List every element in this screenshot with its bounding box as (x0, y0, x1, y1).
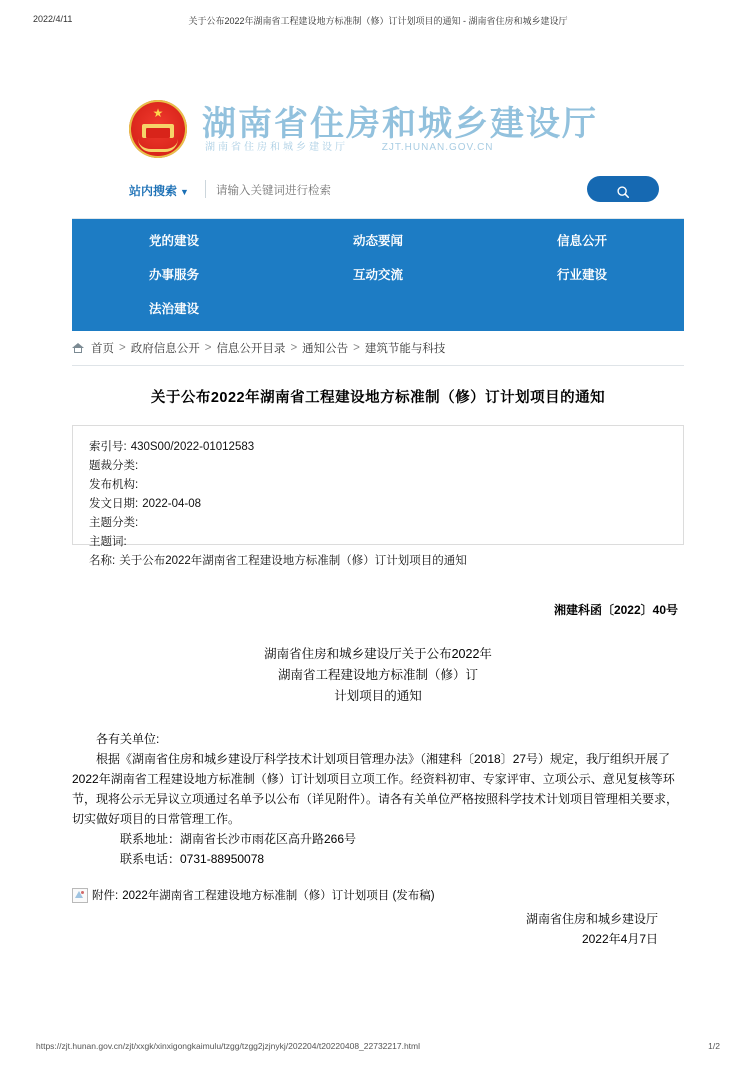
meta-row (89, 552, 667, 571)
breadcrumb-separator: > (204, 342, 212, 354)
meta-label-publisher: 发布机构: (89, 479, 139, 491)
nav-item-information-disclosure[interactable]: 信息公开 (556, 234, 607, 248)
meta-row (89, 476, 667, 495)
meta-label-date: 发文日期: (89, 498, 139, 510)
document-metadata-box (72, 425, 684, 567)
nav-item-empty-1 (276, 291, 480, 325)
nav-item-industry[interactable]: 行业建设 (556, 268, 607, 282)
contact-address: 联系地址：湖南省长沙市雨花区高升路266号 (120, 832, 357, 846)
emblem-star: ★ (152, 106, 164, 120)
meta-label-subject: 主题分类: (89, 517, 139, 529)
search-button[interactable] (587, 176, 659, 202)
nav-row (72, 291, 684, 325)
document-body (72, 729, 684, 869)
breadcrumb-item-energy-tech[interactable]: 建筑节能与科技 (364, 343, 446, 355)
nav-item-party-building[interactable]: 党的建设 (148, 234, 199, 248)
meta-row (89, 514, 667, 533)
document-heading-line-1: 湖南省住房和城乡建设厅关于公布2022年 (264, 647, 492, 661)
broken-image-icon (72, 888, 88, 903)
document-heading-line-2: 湖南省工程建设地方标准制（修）订 (277, 668, 478, 682)
nav-row (72, 223, 684, 257)
print-header (0, 14, 756, 30)
print-document-title: 关于公布2022年湖南省工程建设地方标准制（修）订计划项目的通知 - 湖南省住房和城乡建设厅 (188, 16, 568, 26)
meta-row (89, 533, 667, 552)
document-paragraph: 根据《湖南省住房和城乡建设厅科学技术计划项目管理办法》（湘建科〔2018〕27号）规定，我厅组织开展了2022年湖南省工程建设地方标准制（修）订计划项目立项工作。经资料初审、专家评审、立项公示、意见复核等环节，现将公示无异议立项通过名单予以公布（详见附件）。请各有关单位严格按照科学技术计划项目管理相关要求，切实做好项目的日常管理工作。 (72, 752, 679, 826)
site-subtitle-cn: 湖南省住房和城乡建设厅 (205, 142, 348, 153)
signoff-organization: 湖南省住房和城乡建设厅 (525, 912, 658, 926)
search-scope-label: 站内搜索 (129, 184, 178, 198)
breadcrumb-item-gov-info[interactable]: 政府信息公开 (130, 343, 200, 355)
contact-phone: 联系电话：0731-88950078 (120, 852, 265, 866)
signoff-date: 2022年4月7日 (581, 932, 658, 946)
document-salutation: 各有关单位: (96, 732, 160, 746)
nav-item-rule-of-law[interactable]: 法治建设 (148, 302, 199, 316)
meta-value-name: 关于公布2022年湖南省工程建设地方标准制（修）订计划项目的通知 (119, 555, 467, 567)
website-content (72, 84, 684, 949)
national-emblem-icon (129, 100, 187, 158)
attachment-row (72, 887, 684, 903)
breadcrumb-item-notices[interactable]: 通知公告 (302, 343, 349, 355)
meta-label-genre: 题裁分类: (89, 460, 139, 472)
breadcrumb-separator: > (119, 342, 126, 354)
site-subtitle-en: ZJT.HUNAN.GOV.CN (381, 142, 494, 153)
attachment-label: 附件: (92, 890, 119, 902)
nav-item-empty-2 (480, 291, 684, 325)
search-input[interactable] (214, 181, 528, 201)
page-title: 关于公布2022年湖南省工程建设地方标准制（修）订计划项目的通知 (150, 390, 606, 406)
emblem-wheat (138, 139, 178, 152)
site-banner (72, 84, 684, 172)
meta-value-index: 430S00/2022-01012583 (130, 441, 255, 453)
search-bar (72, 172, 684, 219)
nav-row (72, 257, 684, 291)
nav-item-interaction[interactable]: 互动交流 (352, 268, 403, 282)
breadcrumb-item-catalog[interactable]: 信息公开目录 (216, 343, 286, 355)
document-heading (72, 644, 684, 707)
document-number: 湘建科函〔2022〕40号 (553, 603, 678, 617)
print-footer-url: https://zjt.hunan.gov.cn/zjt/xxgk/xinxigongkaimulu/tzgg/tzgg2jzjnykj/202204/t20220408_22732217.html (36, 1041, 421, 1051)
main-navigation (72, 219, 684, 331)
breadcrumb-item-home[interactable]: 首页 (91, 343, 114, 355)
nav-item-news[interactable]: 动态要闻 (352, 234, 403, 248)
meta-label-keywords: 主题词: (89, 536, 127, 548)
breadcrumb (72, 331, 684, 366)
home-icon[interactable] (72, 343, 84, 354)
breadcrumb-separator: > (290, 342, 298, 354)
document-signoff (72, 909, 684, 949)
site-subtitle (205, 138, 494, 153)
nav-item-services[interactable]: 办事服务 (148, 268, 199, 282)
chevron-down-icon: ▼ (180, 187, 189, 197)
emblem-gate (142, 124, 174, 138)
breadcrumb-separator: > (353, 342, 360, 354)
print-date: 2022/4/11 (33, 14, 73, 24)
search-scope-selector[interactable] (129, 182, 189, 199)
meta-label-index: 索引号: (89, 441, 127, 453)
search-divider (205, 180, 206, 198)
site-title: 湖南省住房和城乡建设厅 (202, 106, 598, 143)
meta-row (89, 495, 667, 514)
document-heading-line-3: 计划项目的通知 (334, 689, 422, 703)
attachment-link[interactable]: 2022年湖南省工程建设地方标准制（修）订计划项目 (发布稿) (122, 890, 435, 902)
meta-row (89, 457, 667, 476)
meta-row (89, 438, 667, 457)
meta-label-name: 名称: (89, 555, 116, 567)
search-icon (616, 185, 630, 199)
print-footer-pages: 1/2 (708, 1041, 720, 1051)
meta-value-date: 2022-04-08 (142, 498, 202, 510)
